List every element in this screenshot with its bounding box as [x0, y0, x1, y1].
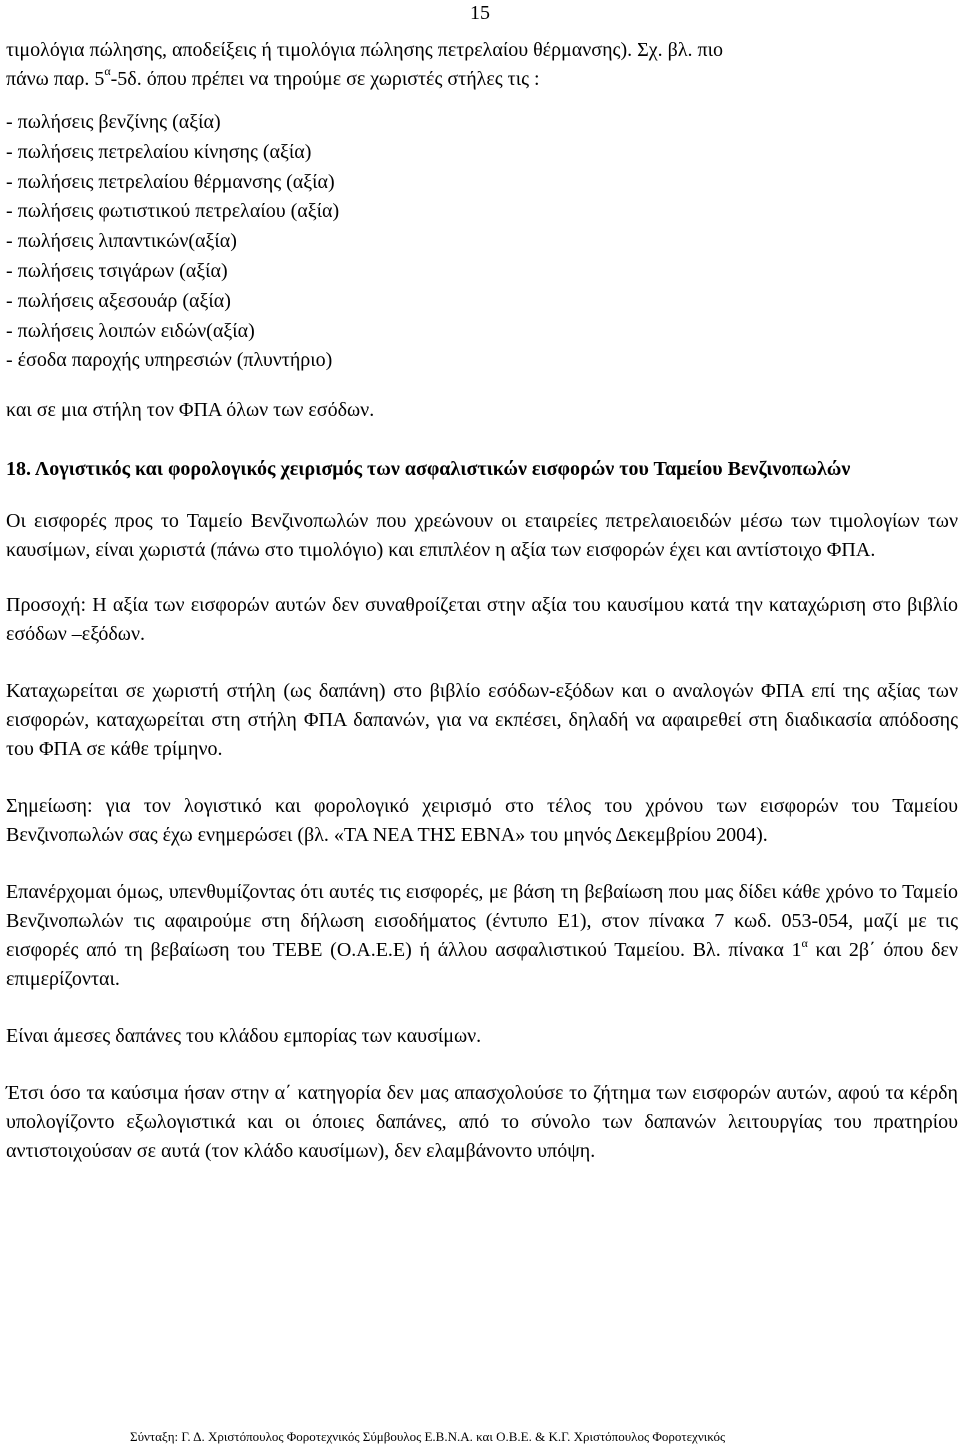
list-item: - έσοδα παροχής υπηρεσιών (πλυντήριο): [6, 349, 333, 372]
paragraph-recording: Καταχωρείται σε χωριστή στήλη (ως δαπάνη) στο βιβλίο εσόδων-εξόδων και ο αναλογών ΦΠΑ επί της αξίας των εισφορών, καταχωρείται στη στήλη ΦΠΑ δαπανών, για να εκπέσει, δηλαδή να αφαιρεθεί στη διαδικασία απόδοσης του ΦΠΑ σε κάθε τρίμηνο.: [6, 680, 958, 761]
list-item: - πωλήσεις λιπαντικών(αξία): [6, 230, 237, 253]
intro-superscript: α: [104, 64, 111, 79]
paragraph-direct-costs: Είναι άμεσες δαπάνες του κλάδου εμπορίας των καυσίμων.: [6, 1025, 482, 1048]
intro-line-2-end: -5δ. όπου πρέπει να τηρούμε σε χωριστές στήλες τις :: [110, 68, 540, 90]
page-footer: Σύνταξη: Γ. Δ. Χριστόπουλος Φοροτεχνικός Σύμβουλος Ε.Β.Ν.Α. και Ο.Β.Ε. & Κ.Γ. Χριστόπουλος Φοροτεχνικός: [130, 1429, 726, 1444]
intro-line-2-start: πάνω παρ. 5: [6, 68, 105, 90]
paragraph-contributions: Οι εισφορές προς το Ταμείο Βενζινοπωλών που χρεώνουν οι εταιρείες πετρελαιοειδών μέσω των τιμολογίων των καυσίμων, είναι χωριστά (πάνω στο τιμολόγιο) και επιπλέον η αξία των εισφορών έχει και αντίστοιχο ΦΠΑ.: [6, 510, 958, 562]
reminder-text-end: και 2β΄ όπου δεν επιμερίζονται.: [6, 939, 958, 991]
reminder-text-start: Επανέρχομαι όμως, υπενθυμίζοντας ότι αυτές τις εισφορές, με βάση τη βεβαίωση που μας δίδει κάθε χρόνο το Ταμείο Βενζινοπωλών τις αφαιρούμε στη δήλωση εισοδήματος (έντυπο Ε1), στον πίνακα 7 κωδ. 053-054, μαζί με τις εισφορές από τη βεβαίωση του ΤΕΒΕ (Ο.Α.Ε.Ε) ή άλλου ασφαλιστικού Ταμείου. Βλ. πίνακα 1: [6, 881, 958, 962]
paragraph-reminder: [6, 878, 958, 994]
paragraph-conclusion: Έτσι όσο τα καύσιμα ήσαν στην α΄ κατηγορία δεν μας απασχολούσε το ζήτημα των εισφορών αυτών, αφού τα κέρδη υπολογίζοντο εξωλογιστικά και οι όποιες δαπάνες, από το σύνολο των δαπανών λειτουργίας του πρατηρίου αντιστοιχούσαν σε αυτά (τον κλάδο καυσίμων), δεν ελαμβάνοντο υπόψη.: [6, 1082, 958, 1163]
list-item: - πωλήσεις τσιγάρων (αξία): [6, 259, 228, 282]
section-heading: 18. Λογιστικός και φορολογικός χειρισμός των ασφαλιστικών εισφορών του Ταμείου Βενζινοπωλών: [6, 458, 851, 481]
list-item: - πωλήσεις φωτιστικού πετρελαίου (αξία): [6, 200, 340, 223]
paragraph-note: Σημείωση: για τον λογιστικό και φορολογικό χειρισμό στο τέλος του χρόνου των εισφορών του Ταμείου Βενζινοπωλών σας έχω ενημερώσει (βλ. «ΤΑ ΝΕΑ ΤΗΣ ΕΒΝΑ» του μηνός Δεκεμβρίου 2004).: [6, 795, 958, 847]
list-item: - πωλήσεις πετρελαίου θέρμανσης (αξία): [6, 170, 335, 193]
reminder-superscript: α: [801, 935, 808, 950]
intro-paragraph: [6, 36, 958, 94]
document-body: [6, 36, 958, 1166]
list-item: - πωλήσεις πετρελαίου κίνησης (αξία): [6, 140, 312, 163]
paragraph-attention: Προσοχή: Η αξία των εισφορών αυτών δεν συναθροίζεται στην αξία του καυσίμου κατά την καταχώριση στο βιβλίο εσόδων –εξόδων.: [6, 594, 958, 646]
vat-note: και σε μια στήλη τον ΦΠΑ όλων των εσόδων.: [6, 399, 375, 422]
list-item: - πωλήσεις βενζίνης (αξία): [6, 111, 221, 133]
list-item: - πωλήσεις αξεσουάρ (αξία): [6, 289, 231, 312]
intro-line-1: τιμολόγια πώλησης, αποδείξεις ή τιμολόγια πώλησης πετρελαίου θέρμανσης). Σχ. βλ. πιο: [6, 39, 723, 61]
list-item: - πωλήσεις λοιπών ειδών(αξία): [6, 319, 255, 342]
page-number: 15: [470, 2, 490, 24]
sales-column-list: [6, 108, 958, 376]
